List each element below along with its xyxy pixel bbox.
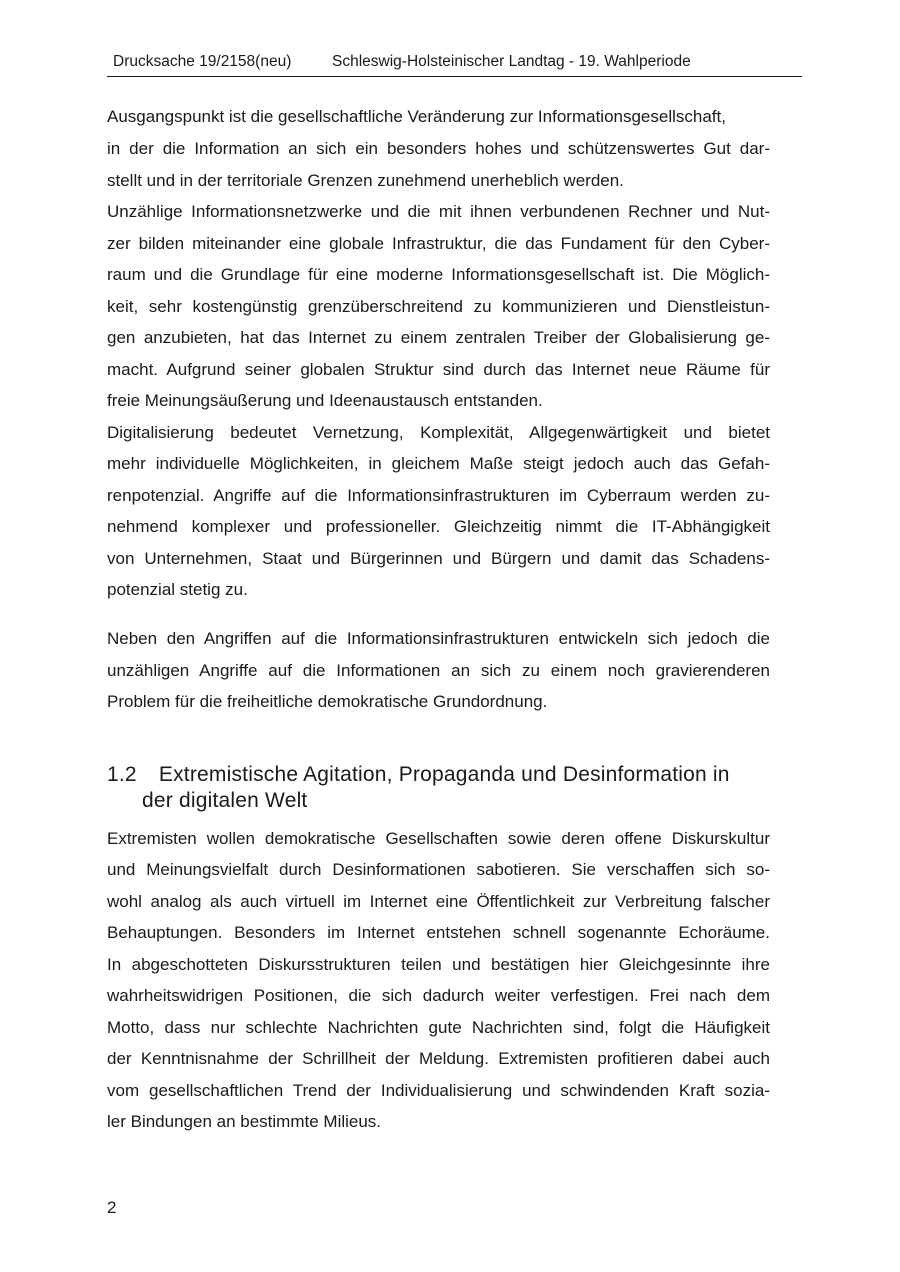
page-header (107, 52, 802, 77)
text-line: potenzial stetig zu. (107, 580, 248, 599)
text-line: der Kenntnisnahme der Schrillheit der Meldung. Extremisten profitieren dabei auch (107, 1049, 770, 1068)
section-heading (107, 762, 730, 788)
section-title-line1: Extremistische Agitation, Propaganda und Desinformation in (158, 763, 730, 786)
text-line: wahrheitswidrigen Positionen, die sich dadurch weiter verfestigen. Frei nach dem (107, 986, 770, 1005)
page-number: 2 (107, 1198, 117, 1217)
text-line: Digitalisierung bedeutet Vernetzung, Komplexität, Allgegenwärtigkeit und bietet (107, 423, 770, 442)
section-number: 1.2 (107, 763, 137, 786)
text-line: freie Meinungsäußerung und Ideenaustausch entstanden. (107, 391, 543, 410)
text-line: Motto, dass nur schlechte Nachrichten gute Nachrichten sind, folgt die Häufigkeit (107, 1018, 770, 1037)
text-line: mehr individuelle Möglichkeiten, in gleichem Maße steigt jedoch auch das Gefah- (107, 454, 770, 473)
text-line: und Meinungsvielfalt durch Desinformationen sabotieren. Sie verschaffen sich so- (107, 860, 770, 879)
section-title-line2: der digitalen Welt (142, 789, 308, 812)
text-line: Extremisten wollen demokratische Gesellschaften sowie deren offene Diskurskultur (107, 829, 770, 848)
text-line: vom gesellschaftlichen Trend der Individualisierung und schwindenden Kraft sozia- (107, 1081, 770, 1100)
text-line: Unzählige Informationsnetzwerke und die mit ihnen verbundenen Rechner und Nut- (107, 202, 770, 221)
text-line: in der die Information an sich ein besonders hohes und schützenswertes Gut dar- (107, 139, 770, 158)
document-number: Drucksache 19/2158(neu) (113, 53, 292, 70)
text-line: wohl analog als auch virtuell im Internet eine Öffentlichkeit zur Verbreitung falscher (107, 892, 770, 911)
text-line: gen anzubieten, hat das Internet zu einem zentralen Treiber der Globalisierung ge- (107, 328, 770, 347)
text-line: von Unternehmen, Staat und Bürgerinnen und Bürgern und damit das Schadens- (107, 549, 770, 568)
text-line: unzähligen Angriffe auf die Informationen an sich zu einem noch gravierenderen (107, 661, 770, 680)
text-line: nehmend komplexer und professioneller. Gleichzeitig nimmt die IT-Abhängigkeit (107, 517, 770, 536)
section-heading-cont (142, 788, 307, 814)
text-line: macht. Aufgrund seiner globalen Struktur sind durch das Internet neue Räume für (107, 360, 770, 379)
text-line: Problem für die freiheitliche demokratische Grundordnung. (107, 692, 548, 711)
text-line: raum und die Grundlage für eine moderne Informationsgesellschaft ist. Die Möglich- (107, 265, 770, 284)
parliament-title: Schleswig-Holsteinischer Landtag - 19. Wahlperiode (332, 53, 691, 70)
text-line: In abgeschotteten Diskursstrukturen teilen und bestätigen hier Gleichgesinnte ihre (107, 955, 770, 974)
text-line: Behauptungen. Besonders im Internet entstehen schnell sogenannte Echoräume. (107, 923, 770, 942)
text-line: renpotenzial. Angriffe auf die Informationsinfrastrukturen im Cyberraum werden zu- (107, 486, 770, 505)
text-line: zer bilden miteinander eine globale Infrastruktur, die das Fundament für den Cyber- (107, 234, 770, 253)
text-line: keit, sehr kostengünstig grenzüberschreitend zu kommunizieren und Dienstleistun- (107, 297, 770, 316)
text-line: Neben den Angriffen auf die Informationsinfrastrukturen entwickeln sich jedoch die (107, 629, 770, 648)
text-line: stellt und in der territoriale Grenzen zunehmend unerheblich werden. (107, 171, 624, 190)
text-line: Ausgangspunkt ist die gesellschaftliche Veränderung zur Informationsgesellschaft, (107, 107, 726, 126)
text-line: ler Bindungen an bestimmte Milieus. (107, 1112, 382, 1131)
